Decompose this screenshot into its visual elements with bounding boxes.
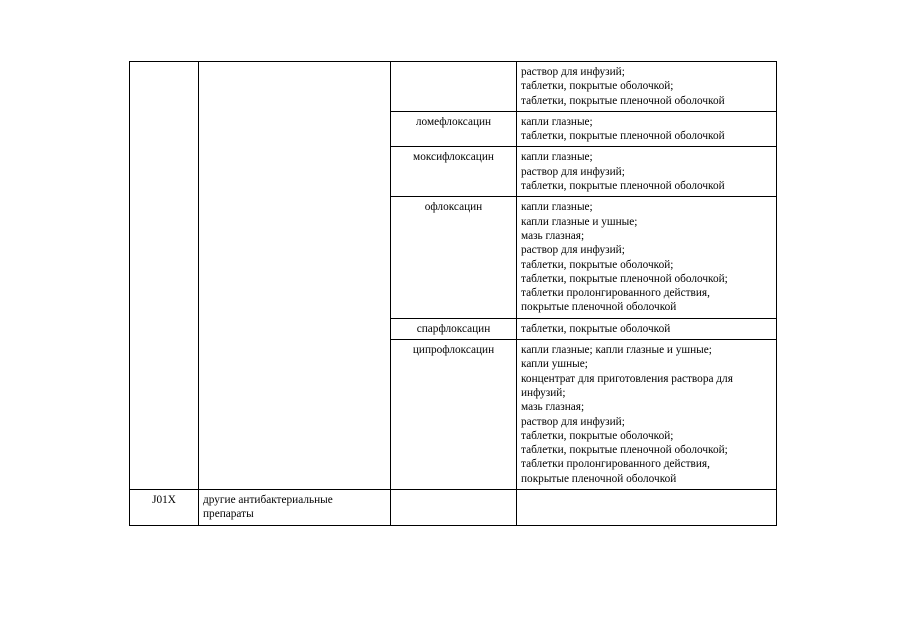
drug-name-cell: моксифлоксацин bbox=[391, 147, 517, 197]
dosage-form-line: таблетки пролонгированного действия, bbox=[521, 458, 710, 471]
dosage-form-line: раствор для инфузий; bbox=[521, 165, 625, 178]
dosage-form-line: капли глазные; bbox=[521, 201, 593, 214]
drug-name-cell: офлоксацин bbox=[391, 197, 517, 318]
dosage-form-line: таблетки, покрытые пленочной оболочкой; bbox=[521, 272, 728, 285]
group-cell bbox=[199, 62, 391, 490]
drug-name-cell bbox=[391, 490, 517, 526]
drug-name-cell: ципрофлоксацин bbox=[391, 340, 517, 490]
dosage-form-line: капли глазные; капли глазные и ушные; bbox=[521, 344, 712, 357]
dosage-form-line: таблетки, покрытые оболочкой; bbox=[521, 258, 674, 271]
drug-name-cell: спарфлоксацин bbox=[391, 318, 517, 339]
dosage-forms-cell bbox=[517, 318, 777, 339]
dosage-form-line: таблетки, покрытые пленочной оболочкой; bbox=[521, 444, 728, 457]
dosage-form-line: таблетки, покрытые оболочкой bbox=[521, 322, 671, 335]
dosage-form-line: капли глазные; bbox=[521, 151, 593, 164]
group-cell: другие антибактериальные препараты bbox=[199, 490, 391, 526]
dosage-form-line: капли ушные; bbox=[521, 358, 588, 371]
drug-name-cell bbox=[391, 62, 517, 112]
dosage-form-line: таблетки, покрытые пленочной оболочкой bbox=[521, 180, 725, 193]
dosage-form-line: капли глазные; bbox=[521, 115, 593, 128]
dosage-form-line: мазь глазная; bbox=[521, 401, 585, 414]
dosage-form-line: раствор для инфузий; bbox=[521, 66, 625, 78]
dosage-form-line: раствор для инфузий; bbox=[521, 244, 625, 257]
drug-name-cell: ломефлоксацин bbox=[391, 111, 517, 147]
dosage-form-line: инфузий; bbox=[521, 386, 566, 399]
dosage-form-line: таблетки, покрытые пленочной оболочкой bbox=[521, 130, 725, 143]
dosage-form-line: раствор для инфузий; bbox=[521, 415, 625, 428]
dosage-form-line: таблетки, покрытые оболочкой; bbox=[521, 429, 674, 442]
dosage-form-line: таблетки пролонгированного действия, bbox=[521, 287, 710, 300]
dosage-form-line: концентрат для приготовления раствора для bbox=[521, 372, 733, 385]
dosage-form-line: таблетки, покрытые оболочкой; bbox=[521, 80, 674, 93]
dosage-form-line: капли глазные и ушные; bbox=[521, 215, 638, 228]
drug-table bbox=[129, 61, 777, 526]
dosage-form-line: покрытые пленочной оболочкой bbox=[521, 472, 677, 485]
dosage-form-line: покрытые пленочной оболочкой bbox=[521, 301, 677, 314]
dosage-forms-cell bbox=[517, 340, 777, 490]
dosage-forms-cell bbox=[517, 147, 777, 197]
table-row bbox=[130, 62, 777, 112]
atc-code-cell: J01X bbox=[130, 490, 199, 526]
dosage-forms-cell bbox=[517, 62, 777, 112]
dosage-form-line: таблетки, покрытые пленочной оболочкой bbox=[521, 94, 725, 107]
dosage-forms-cell bbox=[517, 111, 777, 147]
dosage-forms-cell bbox=[517, 197, 777, 318]
table-row bbox=[130, 490, 777, 526]
atc-code-cell bbox=[130, 62, 199, 490]
dosage-forms-cell bbox=[517, 490, 777, 526]
dosage-form-line: мазь глазная; bbox=[521, 229, 585, 242]
